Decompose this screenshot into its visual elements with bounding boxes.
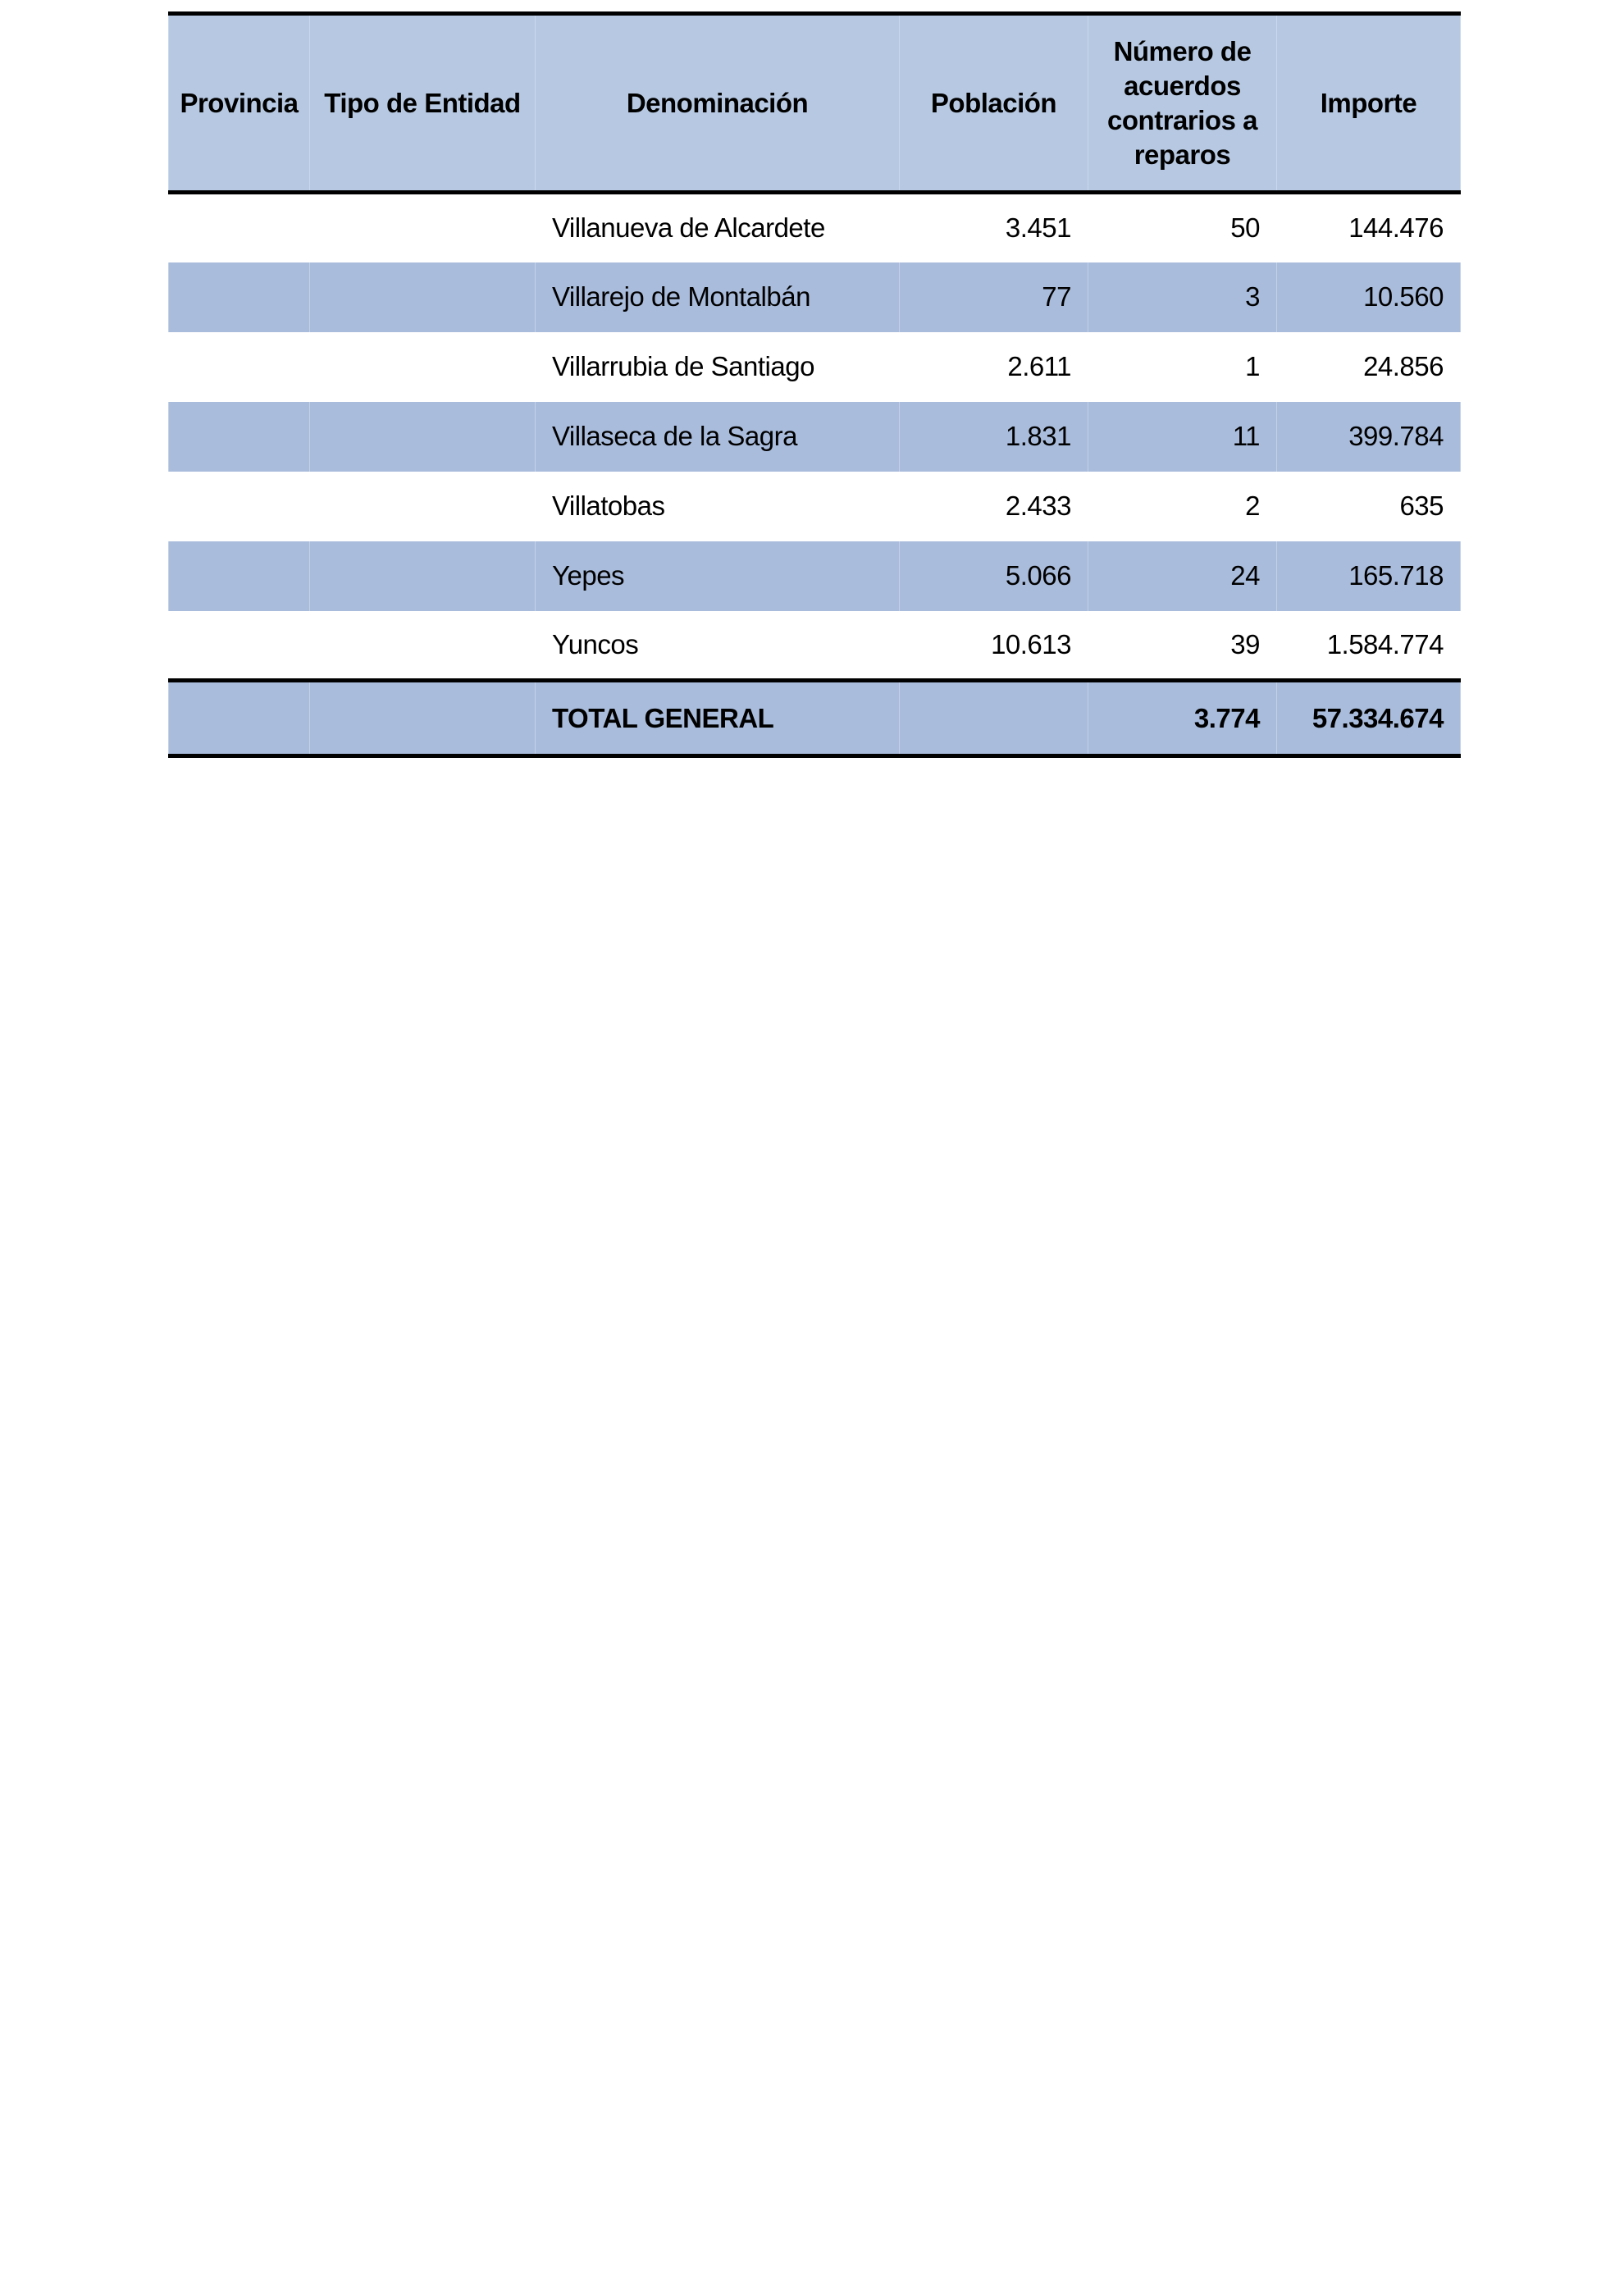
cell-poblacion: 5.066	[900, 541, 1088, 611]
cell-poblacion: 2.611	[900, 332, 1088, 402]
table-row	[169, 332, 1461, 402]
cell-denominacion: Yepes	[536, 541, 900, 611]
table-header-row	[169, 14, 1461, 193]
header-denominacion: Denominación	[536, 14, 900, 193]
cell-provincia	[169, 472, 310, 541]
cell-poblacion: 10.613	[900, 611, 1088, 681]
cell-tipo-entidad	[310, 611, 536, 681]
cell-importe: 1.584.774	[1277, 611, 1461, 681]
table-row	[169, 262, 1461, 332]
cell-importe: 635	[1277, 472, 1461, 541]
cell-tipo-entidad	[310, 332, 536, 402]
total-numero-acuerdos: 3.774	[1088, 681, 1277, 756]
cell-provincia	[169, 611, 310, 681]
cell-poblacion: 2.433	[900, 472, 1088, 541]
total-poblacion	[900, 681, 1088, 756]
header-numero-acuerdos: Número de acuerdos contrarios a reparos	[1088, 14, 1277, 193]
cell-importe: 10.560	[1277, 262, 1461, 332]
acuerdos-table	[168, 11, 1461, 758]
table-row	[169, 402, 1461, 472]
total-provincia-cell	[169, 681, 310, 756]
cell-importe: 24.856	[1277, 332, 1461, 402]
cell-numero-acuerdos: 11	[1088, 402, 1277, 472]
cell-provincia	[169, 332, 310, 402]
total-row	[169, 681, 1461, 756]
cell-importe: 144.476	[1277, 193, 1461, 262]
table-row	[169, 193, 1461, 262]
table-row	[169, 611, 1461, 681]
total-importe: 57.334.674	[1277, 681, 1461, 756]
cell-numero-acuerdos: 50	[1088, 193, 1277, 262]
total-label: TOTAL GENERAL	[536, 681, 900, 756]
cell-numero-acuerdos: 2	[1088, 472, 1277, 541]
cell-poblacion: 3.451	[900, 193, 1088, 262]
cell-denominacion: Villanueva de Alcardete	[536, 193, 900, 262]
cell-poblacion: 1.831	[900, 402, 1088, 472]
table-row	[169, 472, 1461, 541]
cell-denominacion: Yuncos	[536, 611, 900, 681]
cell-provincia	[169, 541, 310, 611]
cell-tipo-entidad	[310, 402, 536, 472]
cell-tipo-entidad	[310, 262, 536, 332]
cell-importe: 399.784	[1277, 402, 1461, 472]
cell-tipo-entidad	[310, 472, 536, 541]
cell-provincia	[169, 262, 310, 332]
cell-numero-acuerdos: 24	[1088, 541, 1277, 611]
header-poblacion: Población	[900, 14, 1088, 193]
cell-denominacion: Villarejo de Montalbán	[536, 262, 900, 332]
cell-provincia	[169, 193, 310, 262]
total-tipo-entidad-cell	[310, 681, 536, 756]
header-importe: Importe	[1277, 14, 1461, 193]
cell-provincia	[169, 402, 310, 472]
cell-numero-acuerdos: 39	[1088, 611, 1277, 681]
cell-numero-acuerdos: 1	[1088, 332, 1277, 402]
cell-denominacion: Villaseca de la Sagra	[536, 402, 900, 472]
cell-importe: 165.718	[1277, 541, 1461, 611]
table-row	[169, 541, 1461, 611]
cell-numero-acuerdos: 3	[1088, 262, 1277, 332]
cell-poblacion: 77	[900, 262, 1088, 332]
cell-denominacion: Villatobas	[536, 472, 900, 541]
header-tipo-entidad: Tipo de Entidad	[310, 14, 536, 193]
cell-denominacion: Villarrubia de Santiago	[536, 332, 900, 402]
cell-tipo-entidad	[310, 193, 536, 262]
cell-tipo-entidad	[310, 541, 536, 611]
header-provincia: Provincia	[169, 14, 310, 193]
